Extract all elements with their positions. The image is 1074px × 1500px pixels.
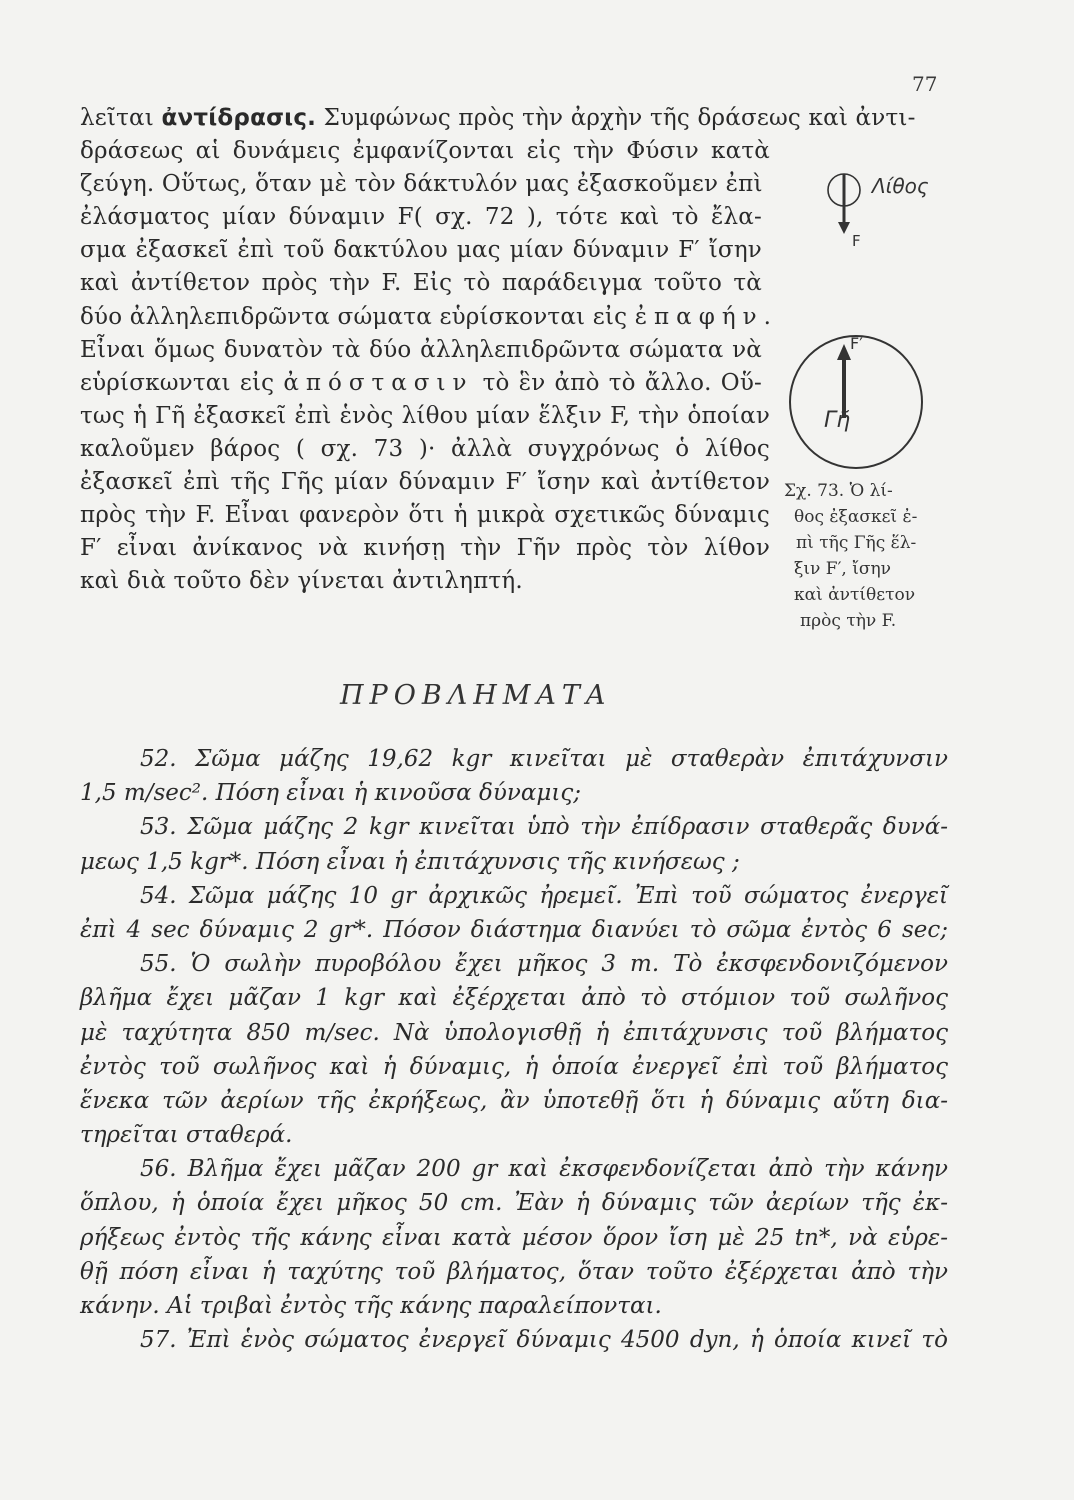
- text-line: ζεύγη. Οὕτως, ὅταν μὲ τὸν δάκτυλόν μας ἐξασκοῦμεν ἐπὶ: [80, 171, 763, 198]
- text-span: .: [763, 303, 772, 330]
- text-line: F′ εἶναι ἀνίκανος νὰ κινήσῃ τὴν Γῆν πρὸς τὸν λίθον: [80, 535, 770, 562]
- problem-55-line: ἐντὸς τοῦ σωλῆνος καὶ ἡ δύναμις, ἡ ὁποία ἐνεργεῖ ἐπὶ τοῦ βλήματος: [80, 1053, 948, 1080]
- text-line: [80, 367, 762, 400]
- problem-57-line: 57. Ἐπὶ ἑνὸς σώματος ἐνεργεῖ δύναμις 4500 dyn, ἡ ὁποία κινεῖ τὸ: [140, 1327, 948, 1354]
- problem-52-line: 1,5 m/sec². Πόση εἶναι ἡ κινοῦσα δύναμις;: [80, 780, 581, 807]
- text-line: [80, 102, 916, 135]
- caption-line: καὶ ἀντίθετον: [794, 585, 916, 605]
- text-line: καλοῦμεν βάρος ( σχ. 73 )· ἀλλὰ συγχρόνως ὁ λίθος: [80, 435, 770, 462]
- figure-73: [780, 326, 940, 486]
- text-span: εὑρίσκωνται εἰς: [80, 369, 284, 396]
- spaced-term-apostasin: ἀπόστασιν: [283, 369, 474, 396]
- problem-54-line: ἐπὶ 4 sec δύναμις 2 gr*. Πόσον διάστημα διανύει τὸ σῶμα ἐντὸς 6 sec;: [80, 916, 948, 943]
- text-line: ἐξασκεῖ ἐπὶ τῆς Γῆς μίαν δύναμιν F′ ἴσην καὶ ἀντίθετον: [80, 469, 770, 496]
- text-line: [80, 301, 772, 334]
- caption-line: πρὸς τὴν F.: [800, 611, 897, 631]
- figure-72: [816, 162, 929, 262]
- text-line: δράσεως αἱ δυνάμεις ἐμφανίζονται εἰς τὴν Φύσιν κατὰ: [80, 138, 770, 165]
- problem-53-line: μεως 1,5 kgr*. Πόση εἶναι ἡ ἐπιτάχυνσις τῆς κινήσεως ;: [80, 848, 740, 875]
- label-force-f-prime: F′: [850, 334, 863, 353]
- figure-73-caption: [784, 478, 954, 634]
- text-line: καὶ ἀντίθετον πρὸς τὴν F. Εἰς τὸ παράδειγμα τοῦτο τὰ: [80, 270, 762, 297]
- problem-55-line: βλῆμα ἔχει μᾶζαν 1 kgr καὶ ἐξέρχεται ἀπὸ τὸ στόμιον τοῦ σωλῆνος: [80, 985, 948, 1012]
- problem-52-line: 52. Σῶμα μάζης 19,62 kgr κινεῖται μὲ σταθερὰν ἐπιτάχυνσιν: [140, 746, 948, 772]
- page-number: 77: [912, 72, 938, 96]
- text-line: καὶ διὰ τοῦτο δὲν γίνεται ἀντιληπτή.: [80, 568, 523, 595]
- problems-list: [80, 742, 948, 1357]
- problem-56-line: ρήξεως ἐντὸς τῆς κάνης εἶναι κατὰ μέσον ὅρον ἴση μὲ 25 tn*, νὰ εὑρε-: [80, 1224, 948, 1251]
- text-line: σμα ἐξασκεῖ ἐπὶ τοῦ δακτύλου μας μίαν δύναμιν F′ ἴσην: [80, 237, 762, 264]
- label-earth: Γῆ: [824, 408, 851, 433]
- text-span: τὸ ἓν ἀπὸ τὸ ἄλλο. Οὕ-: [473, 369, 762, 396]
- caption-line: ξιν F′, ἴσην: [794, 559, 892, 579]
- label-force-f: F: [852, 232, 861, 250]
- problem-53-line: 53. Σῶμα μάζης 2 kgr κινεῖται ὑπὸ τὴν ἐπίδρασιν σταθερᾶς δυνά-: [140, 814, 948, 841]
- problem-55-line: τηρεῖται σταθερά.: [80, 1122, 293, 1149]
- caption-line: πὶ τῆς Γῆς ἕλ-: [796, 533, 917, 553]
- text-line: τως ἡ Γῆ ἐξασκεῖ ἐπὶ ἑνὸς λίθου μίαν ἕλξιν F, τὴν ὁποίαν: [80, 402, 770, 429]
- label-stone: Λίθος: [872, 174, 929, 198]
- text-span: Συμφώνως πρὸς τὴν ἀρχὴν τῆς δράσεως καὶ ἀντι-: [316, 105, 916, 131]
- caption-line: Σχ. 73. Ὁ λί-: [784, 481, 893, 501]
- problem-56-line: κάνην. Αἱ τριβαὶ ἐντὸς τῆς κάνης παραλείπονται.: [80, 1293, 662, 1319]
- text-span: λεῖται: [80, 105, 162, 131]
- text-line: πρὸς τὴν F. Εἶναι φανερὸν ὅτι ἡ μικρὰ σχετικῶς δύναμις: [80, 502, 770, 529]
- caption-line: θος ἐξασκεῖ ἐ-: [794, 507, 918, 527]
- problem-55-line: ἕνεκα τῶν ἀερίων τῆς ἐκρήξεως, ἂν ὑποτεθῇ ὅτι ἡ δύναμις αὕτη δια-: [80, 1087, 948, 1114]
- term-antidrasis: ἀντίδρασις.: [161, 105, 317, 131]
- problem-56-line: θῇ πόση εἶναι ἡ ταχύτης τοῦ βλήματος, ὅταν τοῦτο ἐξέρχεται ἀπὸ τὴν: [80, 1258, 948, 1285]
- text-line: ἐλάσματος μίαν δύναμιν F( σχ. 72 ), τότε καὶ τὸ ἔλα-: [80, 204, 762, 231]
- text-line: Εἶναι ὅμως δυνατὸν τὰ δύο ἀλληλεπιδρῶντα σώματα νὰ: [80, 336, 762, 363]
- problem-55-line: μὲ ταχύτητα 850 m/sec. Νὰ ὑπολογισθῇ ἡ ἐπιτάχυνσις τοῦ βλήματος: [80, 1019, 948, 1046]
- text-span: δύο ἀλληλεπιδρῶντα σώματα εὑρίσκονται εἰς: [80, 303, 635, 330]
- problem-56-line: ὅπλου, ἡ ὁποία ἔχει μῆκος 50 cm. Ἐὰν ἡ δύναμις τῶν ἀερίων τῆς ἐκ-: [80, 1190, 948, 1217]
- problem-56-line: 56. Βλῆμα ἔχει μᾶζαν 200 gr καὶ ἐκσφενδονίζεται ἀπὸ τὴν κάνην: [140, 1156, 948, 1183]
- spaced-term-epafi: ἐπαφήν: [634, 303, 764, 330]
- problem-54-line: 54. Σῶμα μάζης 10 gr ἀρχικῶς ἠρεμεῖ. Ἐπὶ τοῦ σώματος ἐνεργεῖ: [140, 882, 948, 909]
- problems-heading: ΠΡΟΒΛΗΜΑΤΑ: [340, 680, 612, 711]
- problem-55-line: 55. Ὁ σωλὴν πυροβόλου ἔχει μῆκος 3 m. Τὸ ἐκσφενδονιζόμενον: [140, 951, 948, 978]
